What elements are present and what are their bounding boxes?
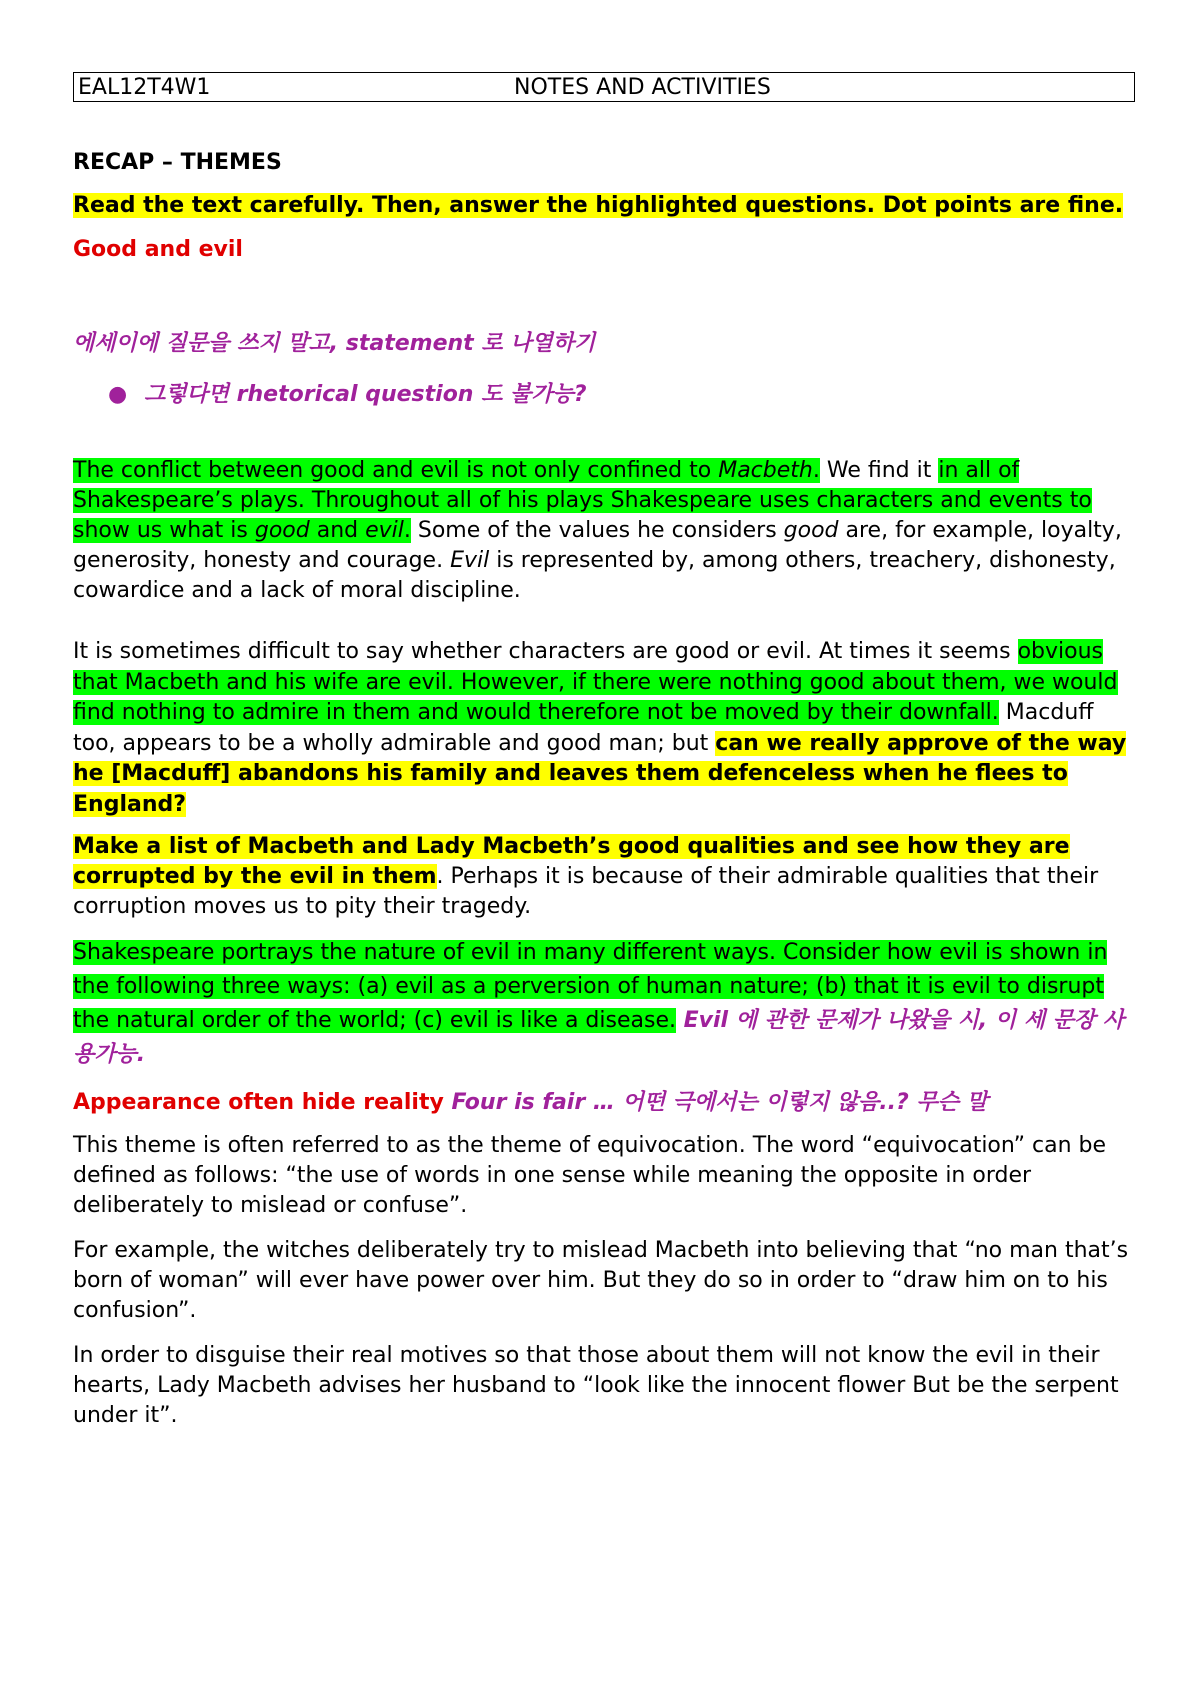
bullet-icon: ● bbox=[108, 382, 128, 407]
document-title: NOTES AND ACTIVITIES bbox=[514, 75, 771, 100]
text-segment: is represented by, among others, treachery, dishonesty, cowardice and a lack of moral discipline. bbox=[73, 548, 1116, 603]
highlight-yellow-question-1: can we really approve of the way he [Macduff] abandons his family and leaves them defenceless when he flees to England? bbox=[73, 730, 1127, 817]
korean-note: 에세이에 질문을 쓰지 말고, statement 로 나열하기 bbox=[73, 331, 596, 356]
appearance-korean-note: Four is fair … 어떤 극에서는 이렇지 않음..? 무슨 말 bbox=[443, 1090, 988, 1115]
korean-evil-note: Evil 에 관한 문제가 나왔을 시, 이 세 문장 사용가능. bbox=[73, 1008, 1125, 1067]
section-heading-good-evil: Good and evil bbox=[73, 237, 243, 262]
text-segment: . bbox=[403, 518, 411, 543]
paragraph-appearance-1: This theme is often referred to as the theme of equivocation. The word “equivocation” can be defined as follows: “the use of words in one sense while meaning the opposite in order deliberately to mislead or confuse”. bbox=[73, 1133, 1107, 1218]
highlight-green-1a bbox=[73, 458, 820, 483]
appearance-heading-text: Appearance often hide reality bbox=[73, 1090, 444, 1115]
text-segment: We find it bbox=[819, 458, 939, 483]
text-segment: . Perhaps it is because of their admirable qualities that their corruption moves us to pity their tragedy. bbox=[73, 864, 1099, 919]
highlight-yellow-question-2: Make a list of Macbeth and Lady Macbeth’s good qualities and see how they are corrupted by the evil in them bbox=[73, 834, 1070, 889]
korean-bullet bbox=[73, 378, 1135, 411]
text-segment: It is sometimes difficult to say whether characters are good or evil. At times it seems bbox=[73, 639, 1018, 664]
recap-heading: RECAP – THEMES bbox=[73, 150, 282, 175]
text-segment-italic: evil bbox=[365, 518, 404, 543]
instruction bbox=[73, 190, 1135, 221]
paragraph-good-evil-3 bbox=[73, 832, 1135, 922]
text-segment: The conflict between good and evil is not only confined to bbox=[73, 458, 719, 483]
text-segment: . bbox=[812, 458, 820, 483]
highlight-green-3: Shakespeare portrays the nature of evil in many different ways. Consider how evil is shown in the following three ways: (a) evil as a perversion of human nature; (b) that it is evil to disrupt the natural order of the world; (c) evil is like a disease. bbox=[73, 940, 1108, 1033]
text-segment-italic: Macbeth bbox=[718, 458, 813, 483]
text-segment: and bbox=[309, 518, 366, 543]
instruction-text: Read the text carefully. Then, answer the highlighted questions. Dot points are fine. bbox=[73, 193, 1124, 218]
paragraph-appearance-3: In order to disguise their real motives so that those about them will not know the evil in their hearts, Lady Macbeth advises her husband to “look like the innocent flower But be the serpent under it”. bbox=[73, 1343, 1119, 1428]
text-segment-italic: good bbox=[254, 518, 310, 543]
text-segment-italic: good bbox=[783, 518, 839, 543]
highlight-green-2: obvious that Macbeth and his wife are evil. However, if there were nothing good about them, we would find nothing to admire in them and would therefore not be moved by their downfall. bbox=[73, 639, 1118, 725]
text-segment-italic: Evil bbox=[450, 548, 490, 573]
paragraph-good-evil-4 bbox=[73, 936, 1135, 1072]
page-header bbox=[73, 72, 1135, 102]
text-segment: Macduff too, appears to be a wholly admirable and good man; but bbox=[73, 700, 1094, 756]
paragraph-good-evil-2 bbox=[73, 637, 1135, 820]
korean-bullet-text: 그렇다면 rhetorical question 도 불가능? bbox=[144, 382, 587, 407]
document-code: EAL12T4W1 bbox=[78, 75, 211, 100]
paragraph-good-evil-1 bbox=[73, 456, 1135, 606]
section-heading-appearance bbox=[73, 1086, 1135, 1119]
text-segment: in all of Shakespeare’s plays. Throughout all of his plays Shakespeare uses characters and events to show us what is bbox=[73, 458, 1092, 543]
document-page bbox=[73, 72, 1135, 1431]
paragraph-appearance-2: For example, the witches deliberately try to mislead Macbeth into believing that “no man that’s born of woman” will ever have power over him. But they do so in order to “draw him on to his confusion”. bbox=[73, 1238, 1129, 1323]
text-segment: Some of the values he considers bbox=[410, 518, 784, 543]
text-segment: are, for example, loyalty, generosity, honesty and courage. bbox=[73, 518, 1122, 573]
